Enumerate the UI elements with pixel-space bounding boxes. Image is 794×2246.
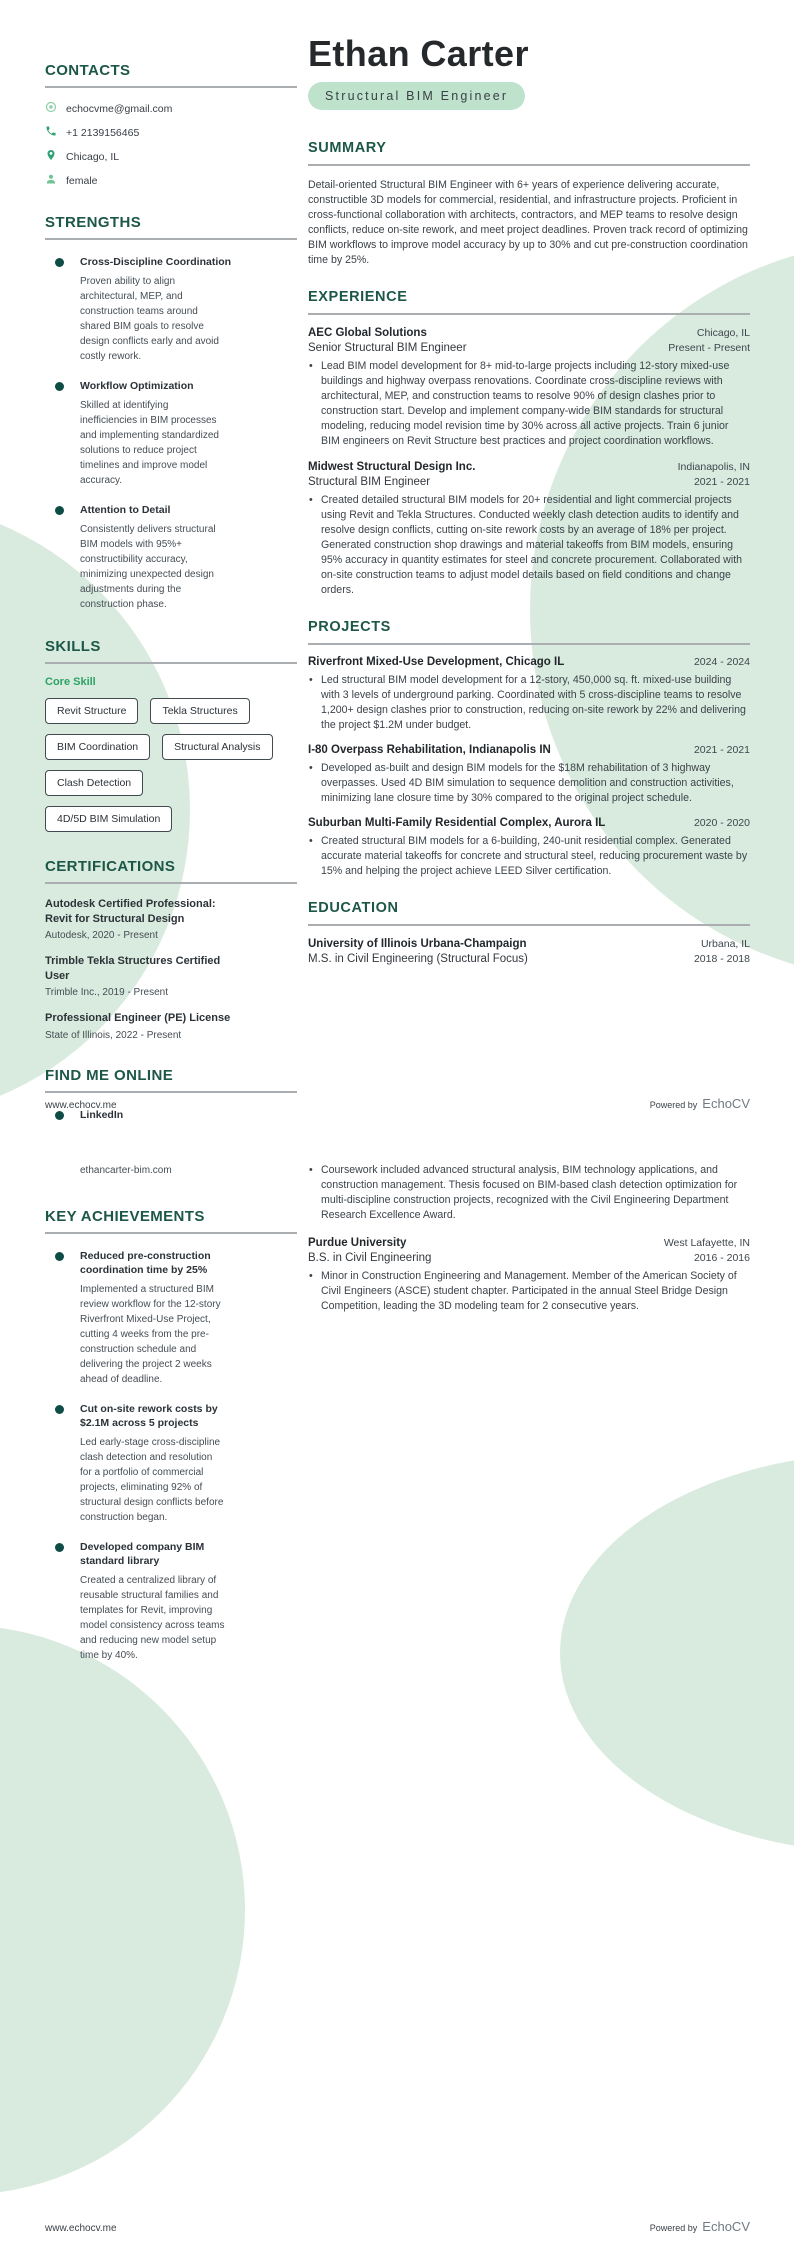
footer-site-link[interactable]: www.echocv.me (45, 2223, 117, 2234)
experience-section (308, 289, 750, 598)
experience-entry (308, 461, 750, 598)
main-column (308, 1163, 750, 1314)
project-bullet: • Created structural BIM models for a 6-building, 240-unit residential complex. Generated accurate material takeoffs for concrete and structural steel, reducing procurement waste by 15% and helping the project achieve LEED Silver certification. (308, 834, 750, 879)
section-divider (45, 1091, 297, 1093)
summary-text: Detail-oriented Structural BIM Engineer with 6+ years of experience delivering accurate, constructible 3D models for commercial, residential, and infrastructure projects. Proficient in cross-functional collaboration with architects, contractors, and MEP teams to resolve design conflicts, reduce on-site rework, and meet project deadlines. Proven track record of optimizing BIM workflows to improve model accuracy by up to 30% and cut pre-construction coordination time by 25%. (308, 179, 748, 267)
bullet-dot-icon (55, 1111, 64, 1120)
certification-meta: State of Illinois, 2022 - Present (45, 1029, 182, 1041)
education-entry (308, 1237, 750, 1314)
find-me-online-section (45, 1067, 297, 1124)
school-location: Urbana, IL (700, 938, 750, 951)
bullet-dot-icon (55, 382, 64, 391)
certifications-heading: CERTIFICATIONS (45, 858, 176, 875)
job-role: Structural BIM Engineer (308, 476, 431, 489)
skill-chip-row (45, 698, 297, 724)
strength-title: Attention to Detail (80, 504, 171, 516)
project-dates: 2020 - 2020 (693, 817, 750, 830)
projects-heading: PROJECTS (308, 619, 391, 636)
powered-by-prefix: Powered by (649, 2223, 698, 2233)
project-title: I-80 Overpass Rehabilitation, Indianapolis IN (308, 744, 551, 757)
page-footer (45, 2219, 750, 2234)
degree-name: M.S. in Civil Engineering (Structural Focus) (308, 953, 528, 966)
job-title-badge: Structural BIM Engineer (308, 82, 525, 110)
certification-item (45, 897, 297, 941)
skills-section (45, 638, 297, 832)
education-bullet: • Minor in Construction Engineering and Management. Member of the American Society of Civil Engineers (ASCE) student chapter. Participated in the annual Steel Bridge Design Competition, leading the 3D modeling team for 2 consecutive years. (308, 1269, 750, 1314)
skills-group-label: Core Skill (45, 676, 96, 688)
certification-title: Autodesk Certified Professional: Revit for Structural Design (45, 898, 216, 925)
company-location: Chicago, IL (696, 327, 750, 340)
skill-chip: BIM Coordination (45, 734, 150, 760)
strengths-section (45, 214, 297, 612)
section-divider (45, 882, 297, 884)
achievement-item (45, 1540, 297, 1663)
candidate-name: Ethan Carter (308, 33, 529, 74)
strength-desc: Proven ability to align architectural, MEP, and construction teams around shared BIM goals to resolve design conflicts early and avoid costly rework. (80, 276, 219, 362)
achievement-title: Developed company BIM standard library (80, 1541, 205, 1567)
sidebar (45, 1165, 297, 1663)
achievement-desc: Implemented a structured BIM review workflow for the 12-story Riverfront Mixed-Use Project, cutting 4 weeks from the pre-construction schedule and delivering the project 2 weeks ahead of deadline. (80, 1284, 221, 1385)
achievement-desc: Created a centralized library of reusable structural families and templates for Revit, improving model consistency across teams and reducing new model setup time by 40%. (80, 1575, 225, 1661)
skill-chip: Structural Analysis (162, 734, 272, 760)
experience-entry (308, 327, 750, 449)
bullet-dot-icon (55, 1543, 64, 1552)
projects-section (308, 619, 750, 879)
powered-by-prefix: Powered by (649, 1100, 698, 1110)
contacts-section (45, 62, 297, 188)
project-entry (308, 744, 750, 806)
section-divider (308, 924, 750, 926)
contact-location-text: Chicago, IL (66, 150, 120, 163)
strength-item (45, 255, 297, 364)
certification-meta: Trimble Inc., 2019 - Present (45, 987, 169, 998)
strength-desc: Consistently delivers structural BIM models with 95%+ constructibility accuracy, minimizing unexpected design adjustments during the construction phase. (80, 524, 216, 610)
degree-dates: 2016 - 2016 (693, 1252, 750, 1264)
contact-phone[interactable] (45, 125, 297, 140)
school-name: Purdue University (308, 1237, 407, 1249)
education-section (308, 900, 750, 965)
portfolio-url-link[interactable]: ethancarter-bim.com (80, 1165, 172, 1176)
school-location: West Lafayette, IN (663, 1237, 750, 1249)
contact-phone-text: +1 2139156465 (66, 126, 140, 139)
contact-location (45, 149, 297, 164)
company-name: AEC Global Solutions (308, 327, 427, 340)
person-icon (45, 173, 57, 188)
powered-by (650, 1096, 750, 1111)
project-entry (308, 817, 750, 879)
project-dates: 2024 - 2024 (693, 656, 750, 669)
skill-chip: 4D/5D BIM Simulation (45, 806, 172, 832)
company-location: Indianapolis, IN (677, 461, 750, 474)
achievement-item (45, 1249, 297, 1387)
contact-gender-text: female (66, 174, 98, 187)
page-footer (45, 1096, 750, 1111)
summary-section (308, 140, 750, 268)
job-role: Senior Structural BIM Engineer (308, 342, 467, 355)
main-column (308, 34, 750, 965)
skill-chip: Revit Structure (45, 698, 138, 724)
achievement-title: Cut on-site rework costs by $2.1M across 5 projects (80, 1403, 218, 1429)
strength-item (45, 503, 297, 612)
section-divider (45, 662, 297, 664)
school-name: University of Illinois Urbana-Champaign (308, 938, 527, 951)
job-bullet: • Created detailed structural BIM models for 20+ residential and light commercial projects using Revit and Tekla Structures. Conducted weekly clash detection audits to identify and resolve design conflicts, cutting on-site rework costs by an average of 18% per project. Generated construction shop drawings and material takeoffs from BIM models, ensuring 95% accuracy in quantity estimates for steel and concrete procurement. Collaborated with on-site construction teams to adjust model details based on field conditions and change orders. (308, 493, 750, 598)
certification-title: Trimble Tekla Structures Certified User (45, 955, 221, 982)
contact-list (45, 101, 297, 188)
find-me-online-heading: FIND ME ONLINE (45, 1066, 174, 1084)
education-entry (308, 938, 750, 965)
company-name: Midwest Structural Design Inc. (308, 461, 476, 474)
education-heading: EDUCATION (308, 900, 399, 917)
job-dates: Present - Present (668, 342, 750, 355)
certification-item (45, 1011, 297, 1041)
contact-email-text: echocvme@gmail.com (66, 102, 173, 115)
project-bullet: • Led structural BIM model development for a 12-story, 450,000 sq. ft. mixed-use building with 3 levels of underground parking. Coordinated with 5 cross-discipline teams to resolve 1,200+ design clashes prior to construction, reducing on-site rework by 22% and delivering the project $1.2M under budget. (308, 673, 750, 733)
project-dates: 2021 - 2021 (693, 744, 750, 757)
echocv-brand: EchoCV (702, 1096, 750, 1111)
background-circle (0, 1625, 245, 2195)
experience-heading: EXPERIENCE (308, 289, 408, 306)
project-entry (308, 656, 750, 733)
online-profile-label: LinkedIn (80, 1108, 124, 1121)
sidebar (45, 62, 297, 1123)
bullet-dot-icon (55, 258, 64, 267)
section-divider (45, 86, 297, 88)
skill-chip-row (45, 770, 297, 796)
section-divider (308, 164, 750, 166)
strengths-heading: STRENGTHS (45, 214, 142, 231)
section-divider (45, 238, 297, 240)
footer-site-link[interactable]: www.echocv.me (45, 1100, 117, 1111)
skill-chip-row (45, 734, 297, 760)
contacts-heading: CONTACTS (45, 62, 131, 79)
certifications-section (45, 858, 297, 1041)
phone-icon (45, 125, 57, 140)
key-achievements-section (45, 1208, 297, 1663)
location-pin-icon (45, 149, 57, 164)
strength-desc: Skilled at identifying inefficiencies in BIM processes and implementing standardized solutions to reduce project timelines and improve model accuracy. (80, 400, 219, 486)
strength-item (45, 379, 297, 488)
certification-meta: Autodesk, 2020 - Present (45, 930, 158, 941)
section-divider (308, 643, 750, 645)
strength-title: Workflow Optimization (80, 380, 194, 392)
echocv-brand: EchoCV (702, 2219, 750, 2234)
resume-page-2 (0, 1123, 794, 2246)
powered-by (650, 2219, 750, 2234)
education-bullet: • Coursework included advanced structural analysis, BIM technology applications, and construction management. Thesis focused on BIM-based clash detection optimization for multi-discipline construction projects, recognized with the Civil Engineering Department Research Excellence Award. (308, 1163, 750, 1223)
bullet-dot-icon (55, 506, 64, 515)
project-title: Riverfront Mixed-Use Development, Chicago IL (308, 656, 565, 669)
contact-gender (45, 173, 297, 188)
skills-heading: SKILLS (45, 638, 101, 655)
skill-chip: Clash Detection (45, 770, 143, 796)
background-circle (560, 1453, 794, 1853)
skill-chip: Tekla Structures (150, 698, 249, 724)
section-divider (45, 1232, 297, 1234)
job-bullet: • Lead BIM model development for 8+ mid-to-large projects including 12-story mixed-use buildings and highway overpass renovations. Coordinate cross-discipline reviews with architectural, MEP, and construction teams to resolve 90% of design clashes prior to construction start. Develop and implement company-wide BIM standards for structural modeling, reducing model revision time by 30% across all active projects. Train 6 junior BIM engineers on Revit Structure best practices and project coordination workflows. (308, 359, 750, 449)
bullet-dot-icon (55, 1252, 64, 1261)
achievement-title: Reduced pre-construction coordination time by 25% (80, 1250, 211, 1276)
certification-item (45, 954, 297, 998)
skill-chip-row (45, 806, 297, 832)
bullet-dot-icon (55, 1405, 64, 1414)
certification-title: Professional Engineer (PE) License (45, 1012, 231, 1024)
contact-email[interactable] (45, 101, 297, 116)
at-icon (45, 101, 57, 116)
project-title: Suburban Multi-Family Residential Complex, Aurora IL (308, 817, 606, 830)
summary-heading: SUMMARY (308, 140, 387, 157)
strength-title: Cross-Discipline Coordination (80, 256, 232, 268)
achievement-item (45, 1402, 297, 1525)
achievement-desc: Led early-stage cross-discipline clash detection and resolution for a portfolio of commercial projects, eliminating 92% of structural design conflicts before construction began. (80, 1437, 224, 1523)
project-bullet: • Developed as-built and design BIM models for the $18M rehabilitation of 3 highway overpasses. Used 4D BIM simulation to sequence demolition and construction activities, minimizing lane closure time by 30% compared to the original project schedule. (308, 761, 750, 806)
section-divider (308, 313, 750, 315)
degree-dates: 2018 - 2018 (693, 953, 750, 966)
job-dates: 2021 - 2021 (693, 476, 750, 489)
degree-name: B.S. in Civil Engineering (308, 1252, 432, 1264)
key-achievements-heading: KEY ACHIEVEMENTS (45, 1208, 205, 1225)
